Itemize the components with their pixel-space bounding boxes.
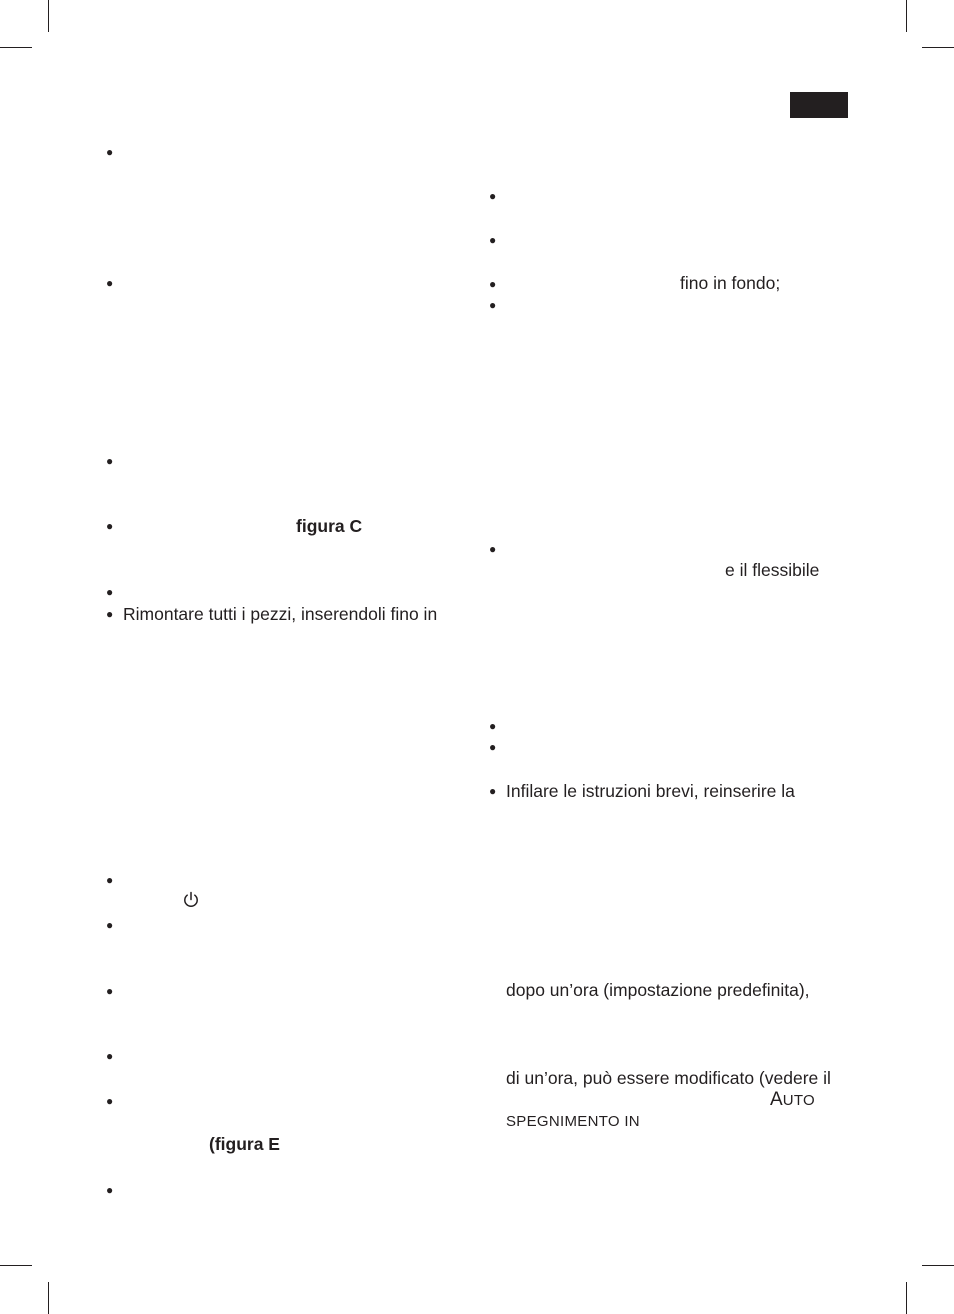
bullet: ●: [106, 873, 114, 887]
bullet: ●: [106, 145, 114, 159]
bullet: ●: [106, 276, 114, 290]
bullet: ●: [489, 542, 497, 556]
bullet: ●: [489, 189, 497, 203]
bullet: ●: [489, 719, 497, 733]
figure-reference: (figura E: [209, 1134, 280, 1154]
bullet: ●: [106, 984, 114, 998]
instruction-text: Rimontare tutti i pezzi, inserendoli fino in: [123, 604, 438, 624]
bullet: ●: [106, 1049, 114, 1063]
bullet: ●: [106, 1183, 114, 1197]
crop-mark: [0, 47, 32, 48]
bullet: ●: [106, 918, 114, 932]
crop-mark: [922, 1265, 954, 1266]
crop-mark: [906, 1282, 907, 1314]
power-icon: [182, 891, 200, 909]
bullet: ●: [489, 740, 497, 754]
crop-mark: [922, 47, 954, 48]
bullet: ●: [106, 1094, 114, 1108]
body-text: di un’ora, può essere modificato (vedere il: [506, 1068, 831, 1088]
bullet: ●: [106, 454, 114, 468]
bullet: ●: [489, 233, 497, 247]
body-text: dopo un’ora (impostazione predefinita),: [506, 980, 810, 1000]
instruction-text: Infilare le istruzioni brevi, reinserire la: [506, 781, 795, 801]
instruction-text: e il flessibile: [725, 560, 820, 580]
bullet: ●: [489, 298, 497, 312]
crop-mark: [0, 1265, 32, 1266]
crop-mark: [48, 1282, 49, 1314]
bullet: ●: [106, 585, 114, 599]
crop-mark: [48, 0, 49, 32]
bullet: ●: [489, 277, 497, 291]
bullet: ●: [106, 519, 114, 533]
bullet: ●: [106, 607, 114, 621]
bullet: ●: [489, 784, 497, 798]
auto-rest: UTO: [782, 1092, 815, 1109]
language-tab: [790, 92, 848, 118]
auto-initial: A: [770, 1089, 783, 1110]
figure-reference: figura C: [296, 516, 363, 536]
menu-reference-auto: [770, 1088, 815, 1112]
crop-mark: [906, 0, 907, 32]
instruction-text: fino in fondo;: [680, 273, 781, 293]
menu-reference-spegnimento: SPEGNIMENTO IN: [506, 1113, 640, 1130]
